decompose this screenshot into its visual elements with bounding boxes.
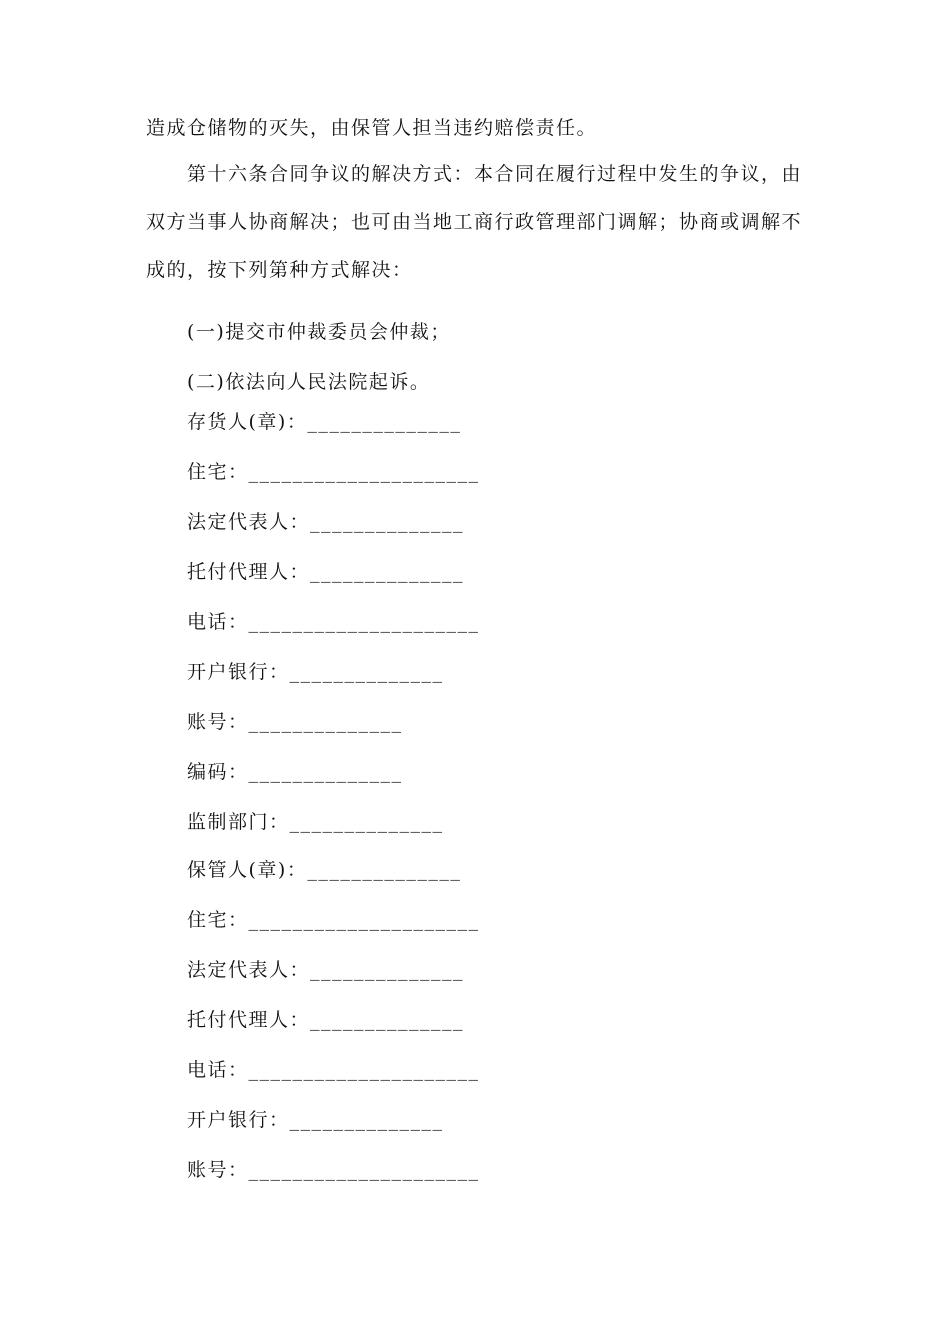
custodian-legal-rep-field: 法定代表人：______________ [187,959,465,981]
article-16-paragraph: 第十六条合同争议的解决方式：本合同在履行过程中发生的争议，由双方当事人协商解决；也可由当地工商行政管理部门调解；协商或调解不成的，按下列第种方式解决： [146,163,803,281]
depositor-legal-rep-field: 法定代表人：______________ [187,511,465,533]
custodian-account-field: 账号：_____________________ [187,1159,480,1181]
dispute-option-2: (二)依法向人民法院起诉。 [187,371,431,393]
custodian-bank-field: 开户银行：______________ [187,1109,444,1131]
custodian-residence-field: 住宅：_____________________ [187,909,480,931]
depositor-phone-field: 电话：_____________________ [187,611,480,633]
depositor-residence-field: 住宅：_____________________ [187,461,480,483]
custodian-party-field: 保管人(章)：______________ [187,859,462,881]
depositor-agent-field: 托付代理人：______________ [187,561,465,583]
dispute-option-1: (一)提交市仲裁委员会仲裁； [187,321,451,343]
custodian-agent-field: 托付代理人：______________ [187,1009,465,1031]
depositor-supervisor-field: 监制部门：______________ [187,811,444,833]
depositor-party-field: 存货人(章)：______________ [187,411,462,433]
continuation-paragraph: 造成仓储物的灭失，由保管人担当违约赔偿责任。 [146,117,598,139]
depositor-code-field: 编码：______________ [187,761,403,783]
depositor-bank-field: 开户银行：______________ [187,661,444,683]
depositor-account-field: 账号：______________ [187,711,403,733]
custodian-phone-field: 电话：_____________________ [187,1059,480,1081]
